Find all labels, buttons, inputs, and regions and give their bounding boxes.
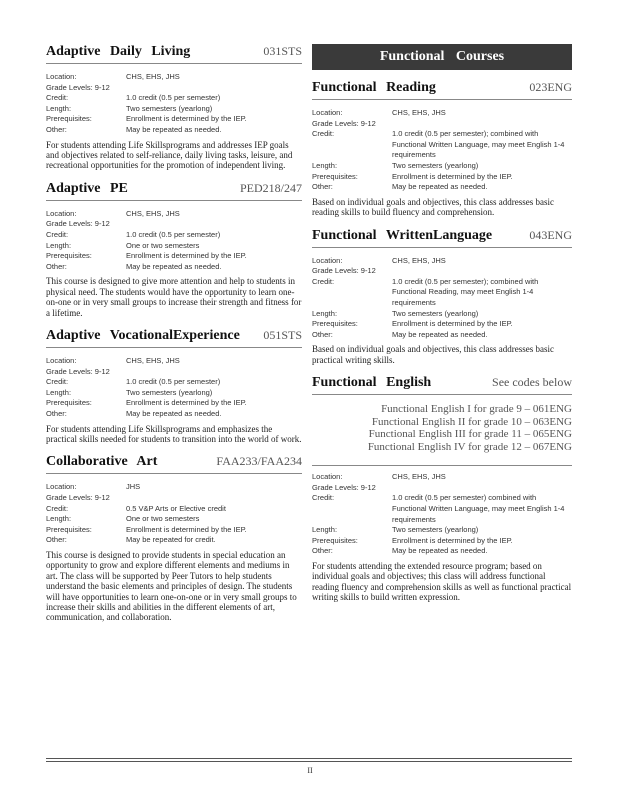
course-description: Based on individual goals and objectives, this class addresses basic practical writing skills. <box>312 344 554 365</box>
info-label: Prerequisites: <box>312 319 358 329</box>
info-value <box>392 119 572 130</box>
info-value: 1.0 credit (0.5 per semester) <box>126 229 221 239</box>
info-value: 1.0 credit (0.5 per semester); combined with Functional Reading, may meet English 1-4 requirements <box>392 276 539 307</box>
info-label: Credit: <box>312 129 335 139</box>
course-code: 031STS <box>263 44 302 58</box>
info-value: 1.0 credit (0.5 per semester) <box>126 377 221 387</box>
info-value: Enrollment is determined by the IEP. <box>126 398 247 408</box>
course-title: Functional WrittenLanguage <box>312 227 493 243</box>
course-info <box>46 482 302 546</box>
right-column <box>312 44 572 613</box>
course-info <box>312 108 572 193</box>
left-column <box>46 44 302 633</box>
grade-code-list <box>312 403 572 453</box>
info-label: Credit: <box>46 503 69 513</box>
info-label: Location: <box>46 72 77 81</box>
info-label: Prerequisites: <box>312 535 358 545</box>
info-value: Enrollment is determined by the IEP. <box>392 171 513 181</box>
course-functional-english <box>312 375 572 602</box>
info-label: Length: <box>46 387 72 397</box>
course-title: Adaptive PE <box>46 180 128 196</box>
course-info <box>312 465 572 557</box>
info-value <box>126 493 302 504</box>
info-label: Credit: <box>46 229 69 239</box>
info-label: Other: <box>46 408 67 418</box>
grade-code-item: Functional English II for grade 10 – 063ENG <box>371 415 572 428</box>
info-value: May be repeated as needed. <box>392 329 488 339</box>
info-value: Two semesters (yearlong) <box>392 308 479 318</box>
info-value: CHS, EHS, JHS <box>126 208 180 218</box>
info-label: Other: <box>312 329 333 339</box>
info-label: Grade Levels: 9-12 <box>312 482 376 492</box>
info-value: 1.0 credit (0.5 per semester); combined with Functional Written Language, may meet English 1-4 requirements <box>392 129 565 160</box>
course-title: Functional English <box>312 375 432 391</box>
course-header <box>312 80 572 100</box>
info-label: Other: <box>312 182 333 192</box>
grade-code-item: Functional English IV for grade 12 – 067ENG <box>367 440 572 453</box>
grade-code-item: Functional English III for grade 11 – 065ENG <box>368 428 572 441</box>
info-value: May be repeated as needed. <box>126 408 222 418</box>
course-code: PED218/247 <box>239 180 302 195</box>
info-label: Location: <box>46 208 77 218</box>
info-label: Location: <box>312 108 343 117</box>
course-title: Collaborative Art <box>46 454 158 470</box>
info-value: CHS, EHS, JHS <box>126 355 180 365</box>
course-title: Functional Reading <box>312 80 436 95</box>
course-header <box>46 44 302 64</box>
info-label: Length: <box>312 525 338 535</box>
info-label: Location: <box>46 355 77 365</box>
course-title: Adaptive Daily Living <box>46 44 191 59</box>
info-value: May be repeated as needed. <box>392 546 488 556</box>
info-value <box>126 367 302 378</box>
info-label: Length: <box>46 240 72 250</box>
info-value <box>392 266 572 277</box>
info-value <box>126 83 302 94</box>
course-functional-reading <box>312 80 572 218</box>
info-label: Grade Levels: 9-12 <box>312 266 376 276</box>
info-label: Credit: <box>46 93 69 103</box>
footer-rule-bottom <box>46 761 572 762</box>
info-label: Location: <box>46 482 77 492</box>
info-label: Other: <box>46 124 67 134</box>
info-value: 1.0 credit (0.5 per semester) combined with Functional Written Language, may meet English 1-4 requirements <box>392 493 565 524</box>
course-description: Based on individual goals and objectives, this class addresses basic reading skills to build fluency and comprehension. <box>312 196 554 218</box>
info-value: One or two semesters <box>126 514 200 524</box>
info-label: Length: <box>46 103 72 113</box>
course-description: For students attending Life Skillsprograms and emphasizes the practical skills needed for students to transition into the world of work. <box>46 423 302 444</box>
info-label: Grade Levels: 9-12 <box>46 492 110 502</box>
info-value: Enrollment is determined by the IEP. <box>392 535 513 545</box>
course-description: For students attending Life Skillsprograms and addresses IEP goals and objectives related to self-reliance, daily living tasks, leisure, and recreational opportunities for the promotion of independent living. <box>46 139 293 171</box>
info-label: Credit: <box>312 493 335 503</box>
info-value: Enrollment is determined by the IEP. <box>126 251 247 261</box>
course-code: 023ENG <box>529 80 572 94</box>
info-label: Prerequisites: <box>46 524 92 534</box>
info-value: May be repeated as needed. <box>126 124 222 134</box>
info-label: Grade Levels: 9-12 <box>46 366 110 376</box>
course-info <box>46 72 302 136</box>
info-label: Credit: <box>312 276 335 286</box>
course-code: FAA233/FAA234 <box>216 454 302 469</box>
info-value: CHS, EHS, JHS <box>126 72 180 81</box>
course-header <box>312 375 572 395</box>
course-title: Adaptive VocationalExperience <box>46 327 240 343</box>
info-label: Grade Levels: 9-12 <box>312 118 376 128</box>
info-value: 0.5 V&P Arts or Elective credit <box>126 503 226 513</box>
info-label: Other: <box>46 535 67 545</box>
info-value: Two semesters (yearlong) <box>392 525 479 535</box>
info-value: May be repeated as needed. <box>126 261 222 271</box>
course-info <box>312 256 572 341</box>
info-label: Prerequisites: <box>312 171 358 181</box>
page-number: II <box>307 766 313 775</box>
info-label: Other: <box>312 546 333 556</box>
footer-rule-top <box>46 758 572 759</box>
course-description: This course is designed to provide students in special education an opportunity to grow and explore different elements and mediums in art. The class will be supported by Peer Tutors to help students understand the basic elements and principles of design. The students will have opportunities to learn one-on-one or in very small groups to increase their skills and abilities in the different elements of art, communication, and collaboration. <box>46 549 297 623</box>
section-banner: Functional Courses <box>312 44 572 70</box>
info-value: Two semesters (yearlong) <box>392 160 479 170</box>
info-label: Length: <box>46 514 72 524</box>
course-collaborative-art <box>46 454 302 622</box>
course-header <box>46 328 302 348</box>
course-description: This course is designed to give more attention and help to students in physical need. The students would have the opportunity to learn one-on-one or in very small groups to increase their strength and fitness for a lifetime. <box>46 276 302 318</box>
info-value: May be repeated as needed. <box>392 182 488 192</box>
info-value: One or two semesters <box>126 240 200 250</box>
info-label: Location: <box>312 472 343 482</box>
info-value: Enrollment is determined by the IEP. <box>126 524 247 534</box>
course-adaptive-vocational-experience <box>46 328 302 444</box>
course-functional-written-language <box>312 228 572 366</box>
info-label: Prerequisites: <box>46 398 92 408</box>
info-value: Two semesters (yearlong) <box>126 387 213 397</box>
info-label: Length: <box>312 308 338 318</box>
course-header <box>46 181 302 201</box>
info-label: Credit: <box>46 377 69 387</box>
course-info <box>46 209 302 273</box>
info-label: Grade Levels: 9-12 <box>46 82 110 92</box>
grade-code-item: Functional English I for grade 9 – 061ENG <box>381 403 572 416</box>
info-value: JHS <box>126 482 141 492</box>
info-value: CHS, EHS, JHS <box>392 108 446 117</box>
info-label: Location: <box>312 255 343 265</box>
course-description: For students attending the extended resource program; based on individual goals and objectives; this class will address functional reading fluency and comprehension skills as well as functional practical writing skills to build written expression. <box>312 560 572 603</box>
info-label: Grade Levels: 9-12 <box>46 219 110 229</box>
info-label: Length: <box>312 160 338 170</box>
course-header <box>46 454 302 474</box>
course-adaptive-daily-living <box>46 44 302 171</box>
course-header <box>312 228 572 248</box>
info-value: CHS, EHS, JHS <box>392 255 446 265</box>
course-adaptive-pe <box>46 181 302 318</box>
course-code: See codes below <box>492 375 572 390</box>
info-value: 1.0 credit (0.5 per semester) <box>126 93 221 103</box>
info-value: CHS, EHS, JHS <box>392 472 446 482</box>
info-value: May be repeated for credit. <box>126 535 216 545</box>
info-label: Other: <box>46 261 67 271</box>
info-label: Prerequisites: <box>46 114 92 124</box>
course-code: 043ENG <box>529 227 572 242</box>
info-value <box>392 483 572 494</box>
info-value: Enrollment is determined by the IEP. <box>126 114 247 124</box>
course-info <box>46 356 302 420</box>
info-value: Enrollment is determined by the IEP. <box>392 319 513 329</box>
course-code: 051STS <box>263 327 302 342</box>
info-value: Two semesters (yearlong) <box>126 103 213 113</box>
info-label: Prerequisites: <box>46 251 92 261</box>
info-value <box>126 219 302 230</box>
